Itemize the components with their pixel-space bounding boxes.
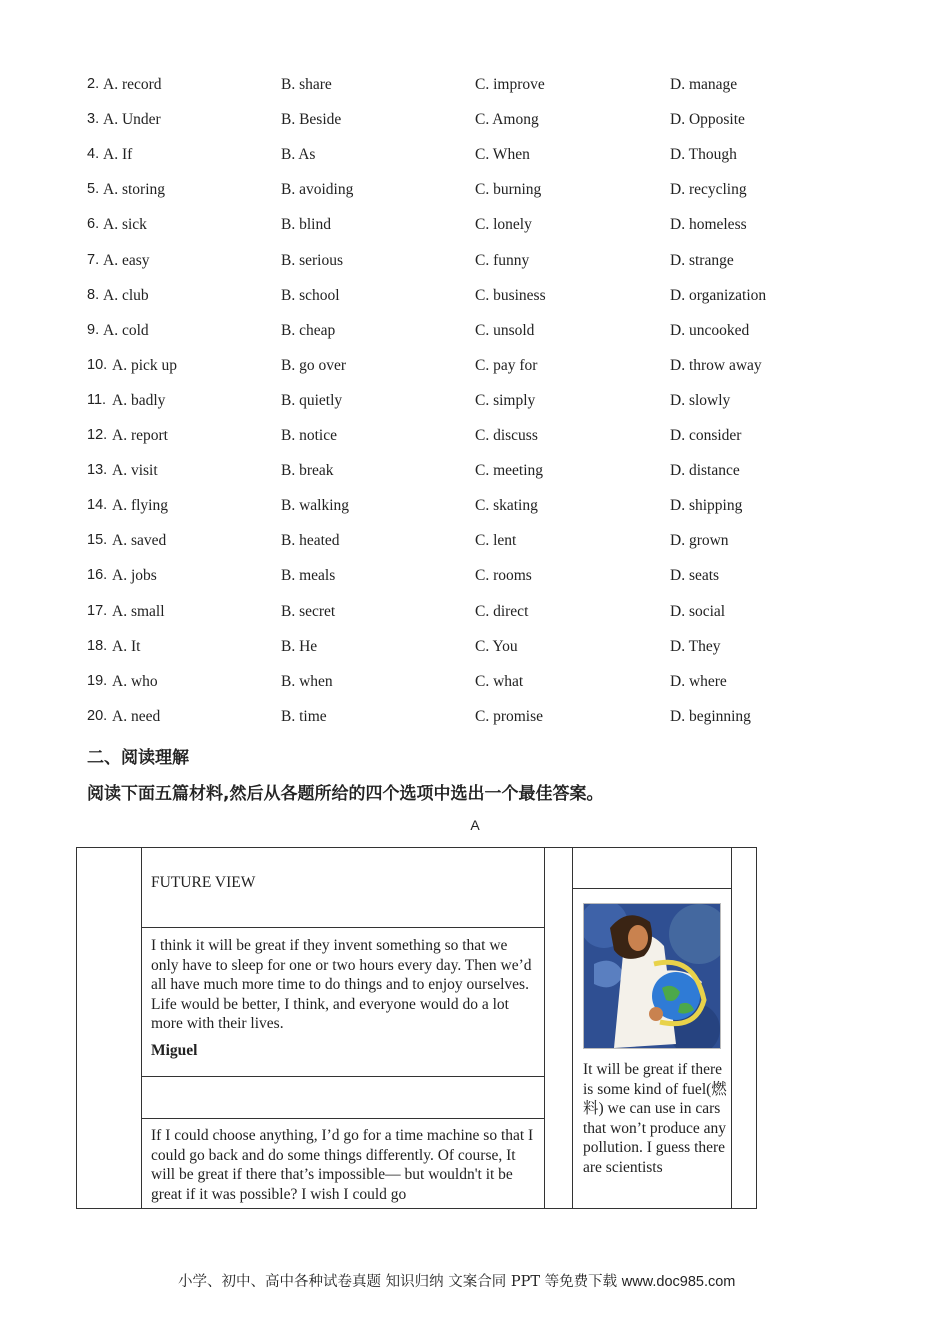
option-a: A. visit <box>112 462 158 479</box>
option-d: D. distance <box>670 462 740 479</box>
option-b: B. As <box>281 146 316 163</box>
option-c: C. lent <box>475 532 517 549</box>
option-b: B. meals <box>281 567 336 584</box>
option-d: D. where <box>670 673 727 690</box>
option-b: B. blind <box>281 216 331 233</box>
option-b: B. heated <box>281 532 340 549</box>
option-d: D. homeless <box>670 216 747 233</box>
question-number: 4. <box>87 146 100 162</box>
option-c: C. rooms <box>475 567 532 584</box>
option-a: A. easy <box>103 252 150 269</box>
option-b: B. quietly <box>281 392 343 409</box>
option-a: A. It <box>112 638 141 655</box>
option-b: B. school <box>281 287 340 304</box>
option-a: A. Under <box>103 111 161 128</box>
question-number: 14. <box>87 497 108 513</box>
option-d: D. uncooked <box>670 322 750 339</box>
option-c: C. discuss <box>475 427 538 444</box>
option-d: D. grown <box>670 532 729 549</box>
option-d: D. throw away <box>670 357 762 374</box>
question-row <box>0 181 950 201</box>
question-number: 7. <box>87 252 100 268</box>
question-row <box>0 252 950 272</box>
footer-url[interactable]: www.doc985.com <box>621 1274 736 1290</box>
option-c: C. funny <box>475 252 530 269</box>
question-row <box>0 392 950 412</box>
question-row <box>0 638 950 658</box>
footer <box>178 1270 735 1291</box>
option-b: B. break <box>281 462 334 479</box>
option-c: C. burning <box>475 181 542 198</box>
option-a: A. pick up <box>112 357 178 374</box>
question-number: 10. <box>87 357 108 373</box>
option-d: D. strange <box>670 252 734 269</box>
question-row <box>0 287 950 307</box>
question-number: 19. <box>87 673 108 689</box>
option-c: C. lonely <box>475 216 532 233</box>
option-a: A. badly <box>112 392 166 409</box>
option-c: C. You <box>475 638 518 655</box>
question-row <box>0 462 950 482</box>
question-row <box>0 146 950 166</box>
option-b: B. cheap <box>281 322 336 339</box>
scientist-globe-illustration <box>583 903 721 1049</box>
question-row <box>0 322 950 342</box>
option-c: C. simply <box>475 392 536 409</box>
question-row <box>0 673 950 693</box>
option-c: C. When <box>475 146 530 163</box>
question-row <box>0 427 950 447</box>
option-b: B. notice <box>281 427 337 444</box>
option-a: A. sick <box>103 216 147 233</box>
question-row <box>0 216 950 236</box>
question-row <box>0 357 950 377</box>
question-row <box>0 497 950 517</box>
option-d: D. organization <box>670 287 767 304</box>
question-number: 8. <box>87 287 100 303</box>
option-a: A. If <box>103 146 133 163</box>
option-b: B. Beside <box>281 111 342 128</box>
option-c: C. direct <box>475 603 529 620</box>
author-name: Miguel <box>151 1042 198 1059</box>
option-c: C. pay for <box>475 357 538 374</box>
fuel-opinion: It will be great if there is some kind of fuel(燃料) we can use in cars that won’t produce any pollution. I guess there are scientists <box>583 1061 727 1176</box>
option-b: B. serious <box>281 252 343 269</box>
option-b: B. avoiding <box>281 181 354 198</box>
reading-instruction: 阅读下面五篇材料,然后从各题所给的四个选项中选出一个最佳答案。 <box>87 784 604 804</box>
question-row <box>0 708 950 728</box>
option-d: D. social <box>670 603 726 620</box>
question-number: 12. <box>87 427 108 443</box>
option-b: B. when <box>281 673 333 690</box>
option-b: B. share <box>281 76 332 93</box>
option-d: D. recycling <box>670 181 747 198</box>
option-a: A. report <box>112 427 168 444</box>
option-d: D. consider <box>670 427 742 444</box>
option-c: C. business <box>475 287 546 304</box>
option-d: D. Though <box>670 146 737 163</box>
option-a: A. jobs <box>112 567 157 584</box>
option-a: A. storing <box>103 181 165 198</box>
table-title: FUTURE VIEW <box>151 874 256 891</box>
question-row <box>0 111 950 131</box>
footer-text: 小学、初中、高中各种试卷真题 知识归纳 文案合同 PPT 等免费下载 <box>178 1274 618 1290</box>
option-b: B. secret <box>281 603 336 620</box>
option-d: D. seats <box>670 567 720 584</box>
option-c: C. what <box>475 673 524 690</box>
question-number: 17. <box>87 603 108 619</box>
question-number: 18. <box>87 638 108 654</box>
option-c: C. improve <box>475 76 545 93</box>
question-row <box>0 532 950 552</box>
miguel-opinion: I think it will be great if they invent something so that we only have to sleep for one or two hours every day. Then we’d all have much more time to do things and to enjoy ourselves. Life would be better, I think, and everyone would do a lot more with their lives. <box>151 937 532 1032</box>
option-d: D. manage <box>670 76 738 93</box>
option-d: D. shipping <box>670 497 743 514</box>
option-c: C. Among <box>475 111 539 128</box>
option-c: C. skating <box>475 497 538 514</box>
question-number: 13. <box>87 462 108 478</box>
question-row <box>0 567 950 587</box>
option-a: A. flying <box>112 497 168 514</box>
question-number: 16. <box>87 567 108 583</box>
question-row <box>0 76 950 96</box>
option-d: D. They <box>670 638 721 655</box>
option-a: A. need <box>112 708 161 725</box>
option-b: B. time <box>281 708 327 725</box>
time-machine-opinion: If I could choose anything, I’d go for a time machine so that I could go back and do some things differently. Of course, It will be great if there that’s impossible— but wouldn't it be great if it was possible? I wish I could go <box>151 1127 534 1203</box>
question-number: 2. <box>87 76 100 92</box>
option-a: A. saved <box>112 532 167 549</box>
question-number: 5. <box>87 181 100 197</box>
option-c: C. promise <box>475 708 544 725</box>
question-number: 15. <box>87 532 108 548</box>
option-b: B. He <box>281 638 318 655</box>
option-a: A. small <box>112 603 165 620</box>
option-c: C. unsold <box>475 322 535 339</box>
question-number: 9. <box>87 322 100 338</box>
question-number: 20. <box>87 708 108 724</box>
option-a: A. record <box>103 76 162 93</box>
question-row <box>0 603 950 623</box>
option-b: B. walking <box>281 497 350 514</box>
option-a: A. club <box>103 287 149 304</box>
option-d: D. beginning <box>670 708 751 725</box>
question-number: 6. <box>87 216 100 232</box>
question-number: 11. <box>87 392 107 408</box>
section-heading: 二、阅读理解 <box>87 748 189 768</box>
question-number: 3. <box>87 111 100 127</box>
option-d: D. slowly <box>670 392 731 409</box>
option-a: A. cold <box>103 322 149 339</box>
passage-letter: A <box>470 817 480 833</box>
option-c: C. meeting <box>475 462 544 479</box>
option-b: B. go over <box>281 357 347 374</box>
option-a: A. who <box>112 673 158 690</box>
option-d: D. Opposite <box>670 111 745 128</box>
